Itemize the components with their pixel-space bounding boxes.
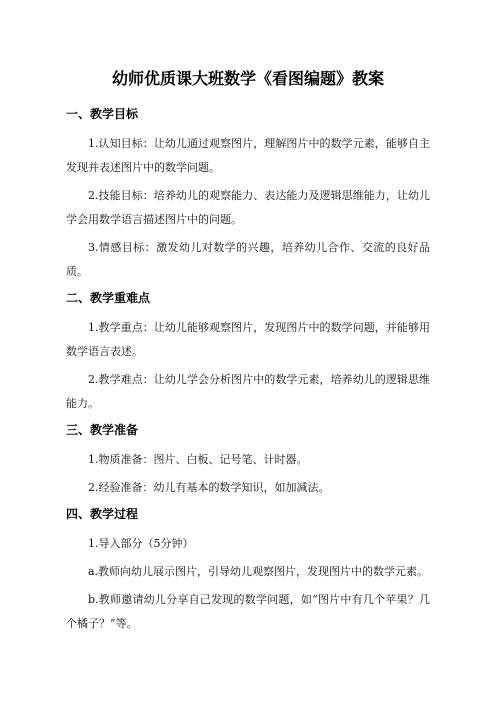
paragraph: a.教师向幼儿展示图片，引导幼儿观察图片，发现图片中的数学元素。: [88, 565, 429, 578]
paragraph: 2.教学难点：让幼儿学会分析图片中的数学元素，培养幼儿的逻辑思维能力。: [66, 373, 430, 410]
paragraph: 1.认知目标：让幼儿通过观察图片，理解图片中的数学元素，能够自主发现并表述图片中的数学问题。: [66, 137, 430, 174]
paragraph: 1.导入部分（5分钟）: [88, 537, 194, 550]
paragraph: b.教师邀请幼儿分享自己发现的数学问题，如“图片中有几个苹果？几个橘子？”等。: [66, 593, 430, 630]
section-heading-preparation: 三、教学准备: [66, 423, 139, 437]
document-title: 幼师优质课大班数学《看图编题》教案: [111, 69, 384, 88]
document-body: [66, 104, 430, 640]
paragraph: 2.经验准备：幼儿有基本的数学知识，如加减法。: [88, 481, 330, 494]
section-heading-process: 四、教学过程: [66, 507, 139, 521]
paragraph: 1.物质准备：图片、白板、记号笔、计时器。: [88, 453, 308, 466]
section-heading-objectives: 一、教学目标: [66, 107, 139, 121]
paragraph: 1.教学重点：让幼儿能够观察图片，发现图片中的数学问题，并能够用数学语言表述。: [66, 321, 430, 358]
paragraph: 2.技能目标：培养幼儿的观察能力、表达能力及逻辑思维能力，让幼儿学会用数学语言描述图片中的问题。: [66, 189, 430, 226]
paragraph: 3.情感目标：激发幼儿对数学的兴趣，培养幼儿合作、交流的良好品质。: [66, 241, 430, 278]
section-heading-key-points: 二、教学重难点: [66, 291, 151, 305]
